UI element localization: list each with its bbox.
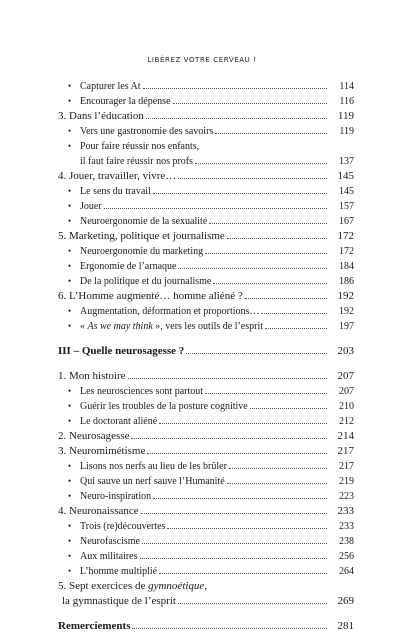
page-number: 192 (339, 306, 354, 317)
dot-leader (141, 513, 327, 514)
bullet-icon: • (68, 96, 72, 106)
dot-leader (153, 498, 327, 499)
bullet-icon: • (68, 216, 72, 226)
toc-item: • Qui sauve un nerf sauve l’Humanité 219 (68, 476, 354, 487)
dot-leader (265, 328, 327, 329)
toc-item: • Neurofascisme 238 (68, 536, 354, 547)
page-number: 207 (337, 370, 354, 382)
dot-leader (209, 223, 327, 224)
toc-item: • De la politique et du journalisme 186 (68, 276, 354, 287)
bullet-icon: • (68, 551, 72, 561)
bullet-icon: • (68, 246, 72, 256)
page-number: 203 (337, 345, 354, 357)
dot-leader (215, 133, 327, 134)
dot-leader (205, 393, 327, 394)
bullet-icon: • (68, 201, 72, 211)
page-number: 207 (339, 386, 354, 397)
toc-section: 4. Jouer, travailler, vivre… 145 (58, 170, 354, 182)
page-number: 116 (339, 96, 354, 107)
dot-leader (195, 163, 327, 164)
page-number: 217 (339, 461, 354, 472)
dot-leader (205, 253, 327, 254)
bullet-icon: • (68, 521, 72, 531)
toc-section: 2. Neurosagesse 214 (58, 430, 354, 442)
dot-leader (178, 603, 327, 604)
bullet-icon: • (68, 81, 72, 91)
dot-leader (229, 468, 327, 469)
page-number: 210 (339, 401, 354, 412)
toc-section: 6. L’Homme augmenté… homme aliéné ? 192 (58, 290, 354, 302)
dot-leader (167, 528, 327, 529)
bullet-icon: • (68, 476, 72, 486)
toc-item: • Encourager la dépense 116 (68, 96, 354, 107)
page-number: 269 (337, 595, 354, 607)
toc-section-continuation: la gymnastique de l’esprit 269 (62, 595, 354, 607)
toc-item: • Aux militaires 256 (68, 551, 354, 562)
toc-acknowledgements: Remerciements 281 (58, 620, 354, 632)
page-number: 137 (339, 156, 354, 167)
dot-leader (143, 88, 327, 89)
bullet-icon: • (68, 276, 72, 286)
bullet-icon: • (68, 186, 72, 196)
toc-item: • Jouer 157 (68, 201, 354, 212)
toc-section: 5. Sept exercices de gymnoétique, (58, 580, 208, 592)
toc-section: 3. Dans l’éducation 119 (58, 110, 354, 122)
bullet-icon: • (68, 461, 72, 471)
page-number: 184 (339, 261, 354, 272)
page-number: 223 (339, 491, 354, 502)
bullet-icon: • (68, 491, 72, 501)
toc-item-continuation: il faut faire réussir nos profs 137 (80, 156, 354, 167)
dot-leader (142, 543, 327, 544)
dot-leader (178, 268, 327, 269)
toc-item: • Augmentation, déformation et proportions… 192 (68, 306, 354, 317)
toc-item: • Neuroergonomie de la sexualité 167 (68, 216, 354, 227)
page-number: 212 (339, 416, 354, 427)
dot-leader (104, 208, 327, 209)
dot-leader (159, 423, 327, 424)
toc-item: • Ergonomie de l’arnaque 184 (68, 261, 354, 272)
page-number: 264 (339, 566, 354, 577)
page-number: 119 (337, 110, 354, 122)
page-number: 119 (339, 126, 354, 137)
page-number: 256 (339, 551, 354, 562)
dot-leader (261, 313, 327, 314)
toc-item: • Neuroergonomie du marketing 172 (68, 246, 354, 257)
bullet-icon: • (68, 126, 72, 136)
bullet-icon: • (68, 321, 72, 331)
toc-item: • L’homme multiplié 264 (68, 566, 354, 577)
page-number: 214 (337, 430, 354, 442)
page-number: 157 (339, 201, 354, 212)
page-number: 281 (337, 620, 354, 632)
page-number: 186 (339, 276, 354, 287)
dot-leader (147, 453, 327, 454)
dot-leader (128, 378, 327, 379)
toc-item: • Trois (re)découvertes 233 (68, 521, 354, 532)
bullet-icon: • (68, 416, 72, 426)
dot-leader (250, 408, 327, 409)
toc-item: • Neuro-inspiration 223 (68, 491, 354, 502)
dot-leader (153, 193, 327, 194)
toc-section: 1. Mon histoire 207 (58, 370, 354, 382)
dot-leader (140, 558, 328, 559)
dot-leader (173, 103, 327, 104)
dot-leader (186, 353, 327, 354)
dot-leader (178, 178, 327, 179)
page-number: 233 (339, 521, 354, 532)
page-number: 197 (339, 321, 354, 332)
dot-leader (146, 118, 327, 119)
toc-item: • « As we may think », vers les outils de l’esprit 197 (68, 321, 354, 332)
toc-section: 3. Neuromimétisme 217 (58, 445, 354, 457)
dot-leader (227, 483, 327, 484)
dot-leader (159, 573, 327, 574)
page-number: 219 (339, 476, 354, 487)
dot-leader (213, 283, 327, 284)
toc-item: • Lisons nos nerfs au lieu de les brûler 217 (68, 461, 354, 472)
bullet-icon: • (68, 141, 72, 151)
dot-leader (131, 438, 327, 439)
page-number: 233 (337, 505, 354, 517)
bullet-icon: • (68, 306, 72, 316)
table-of-contents (58, 78, 354, 633)
bullet-icon: • (68, 401, 72, 411)
page-number: 172 (337, 230, 354, 242)
toc-item: • Le doctorant aliéné 212 (68, 416, 354, 427)
toc-item: • Le sens du travail 145 (68, 186, 354, 197)
page-number: 145 (337, 170, 354, 182)
toc-section: 5. Marketing, politique et journalisme 172 (58, 230, 354, 242)
toc-section: 4. Neuronaissance 233 (58, 505, 354, 517)
toc-item: • Les neurosciences sont partout 207 (68, 386, 354, 397)
page-number: 238 (339, 536, 354, 547)
page-number: 145 (339, 186, 354, 197)
page-number: 114 (339, 81, 354, 92)
dot-leader (132, 628, 327, 629)
toc-item: • Capturer les At 114 (68, 81, 354, 92)
toc-item: • Vers une gastronomie des savoirs 119 (68, 126, 354, 137)
running-head: LIBÉREZ VOTRE CERVEAU ! (147, 56, 257, 64)
page-number: 217 (337, 445, 354, 457)
dot-leader (227, 238, 327, 239)
page-number: 167 (339, 216, 354, 227)
page-number: 172 (339, 246, 354, 257)
toc-item: • Guérir les troubles de la posture cognitive 210 (68, 401, 354, 412)
bullet-icon: • (68, 566, 72, 576)
page-number: 192 (337, 290, 354, 302)
toc-item: • Pour faire réussir nos enfants, (68, 141, 200, 152)
toc-part-heading: III – Quelle neurosagesse ? 203 (58, 345, 354, 357)
bullet-icon: • (68, 261, 72, 271)
bullet-icon: • (68, 386, 72, 396)
bullet-icon: • (68, 536, 72, 546)
dot-leader (245, 298, 327, 299)
